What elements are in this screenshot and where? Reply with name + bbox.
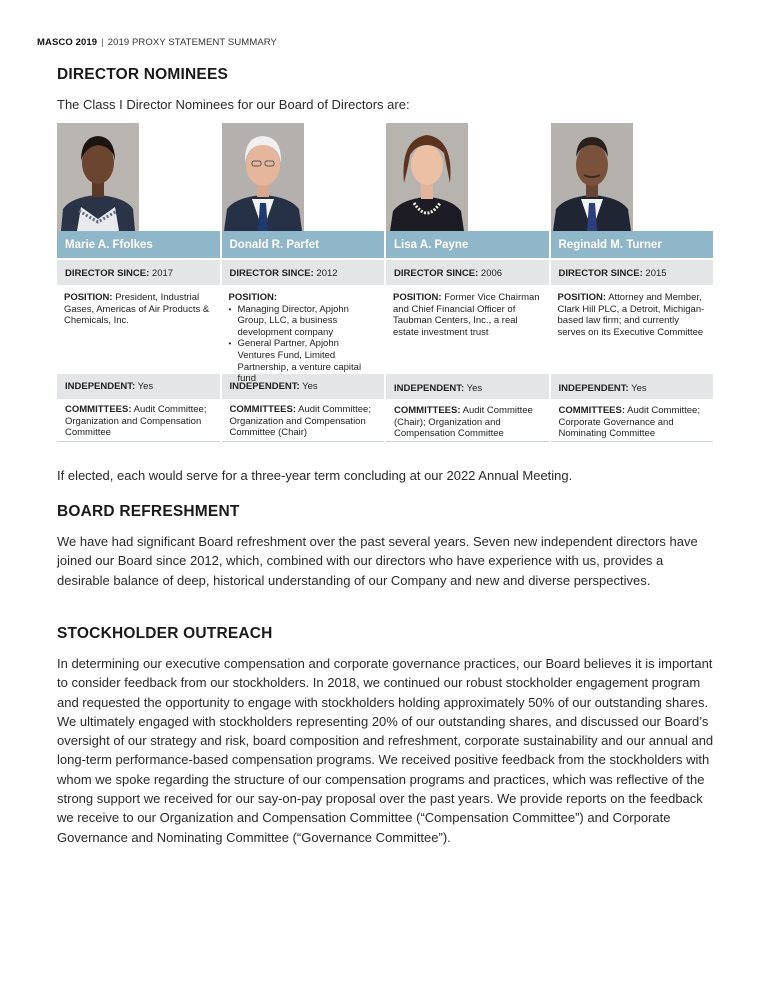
- independent-value: Yes: [137, 381, 154, 392]
- committees-value: Audit Committee (Chair); Organization and Compensation Committee: [394, 405, 533, 440]
- director-nominees-intro: The Class I Director Nominees for our Board of Directors are:: [57, 97, 410, 112]
- since-value: 2017: [151, 268, 174, 279]
- nominee-photo: [551, 123, 633, 231]
- nominee-name: Marie A. Ffolkes: [57, 231, 220, 258]
- committees-value: Audit Committee; Corporate Governance and Nominating Committee: [558, 405, 700, 440]
- position-label: POSITION:: [557, 292, 607, 303]
- nominees-closing-text: If elected, each would serve for a three-year term concluding at our 2022 Annual Meeting.: [57, 468, 573, 483]
- nominee-card: [386, 123, 549, 442]
- director-since: [222, 260, 385, 285]
- since-value: 2006: [480, 268, 503, 279]
- committees-value: Audit Committee; Organization and Compensation Committee (Chair): [229, 404, 371, 439]
- independent-label: INDEPENDENT:: [558, 383, 629, 394]
- nominee-photo: [222, 123, 304, 231]
- independent-label: INDEPENDENT:: [229, 381, 300, 392]
- since-label: DIRECTOR SINCE:: [558, 268, 643, 279]
- position-value: Former Vice Chairman and Chief Financial Officer of Taubman Centers, Inc., a real estate investment trust: [393, 292, 540, 338]
- position-value: President, Industrial Gases, Americas of Air Products & Chemicals, Inc.: [64, 292, 210, 327]
- position-label: POSITION:: [228, 292, 278, 303]
- page-header: [37, 37, 277, 48]
- since-value: 2015: [645, 268, 667, 279]
- committees-label: COMMITTEES:: [229, 404, 296, 415]
- committees: [551, 399, 714, 442]
- header-subtitle: 2019 PROXY STATEMENT SUMMARY: [107, 37, 277, 48]
- committees-label: COMMITTEES:: [558, 405, 625, 416]
- independent-label: INDEPENDENT:: [394, 383, 465, 394]
- board-refreshment-body: We have had significant Board refreshment over the past several years. Seven new independent directors have joined our Board since 2012, which, combined with our directors who have experience with us, provides a desirable balance of deep, historical understanding of our Company and new and diverse perspectives.: [57, 534, 698, 588]
- director-since: [57, 260, 220, 285]
- director-since: [386, 260, 549, 285]
- position-item: • Managing Director, Apjohn Group, LLC, a business development company: [229, 304, 377, 339]
- nominee-grid: [57, 123, 713, 442]
- brand-label: MASCO 2019: [37, 37, 98, 48]
- position-value: Attorney and Member, Clark Hill PLC, a Detroit, Michigan-based law firm; and currently serves on its Executive Committee: [557, 292, 705, 338]
- nominee-name: Lisa A. Payne: [386, 231, 549, 258]
- independent-value: Yes: [631, 383, 647, 394]
- independent-value: Yes: [302, 381, 318, 392]
- nominee-card: [551, 123, 714, 442]
- nominee-photo: [386, 123, 468, 231]
- committees: [57, 399, 220, 442]
- since-label: DIRECTOR SINCE:: [229, 268, 314, 279]
- nominee-card: [222, 123, 385, 442]
- committees-label: COMMITTEES:: [394, 405, 461, 416]
- independent-label: INDEPENDENT:: [65, 381, 136, 392]
- position: [386, 285, 549, 374]
- stockholder-outreach-body: In determining our executive compensation and corporate governance practices, our Board believes it is important to consider feedback from our stockholders. In 2018, we continued our robust stockholder engagement program and requested the opportunity to engage with stockholders holding approximately 50% of our outstanding shares. We ultimately engaged with stockholders representing 20% of our outstanding shares, and discussed our Board’s oversight of our strategy and risk, board composition and refreshment, corporate sustainability and our annual and long-term performance-based compensation programs. We received positive feedback from the stockholders with whom we spoke regarding the structure of our compensation programs and practices, which was reflective of the strong support we received for our say-on-pay proposal over the past years. We provide reports on the feedback we receive to our Organization and Compensation Committee (“Compensation Committee”) and Corporate Governance and Nominating Committee (“Governance Committee”).: [57, 656, 714, 845]
- position: [222, 285, 385, 385]
- since-value: 2012: [316, 268, 338, 279]
- nominee-card: [57, 123, 220, 442]
- committees: [386, 399, 549, 442]
- since-label: DIRECTOR SINCE:: [394, 268, 479, 279]
- position-label: POSITION:: [393, 292, 442, 303]
- header-separator: |: [101, 37, 104, 48]
- director-since: [551, 260, 714, 285]
- independent-value: Yes: [466, 383, 483, 394]
- nominee-name: Reginald M. Turner: [551, 231, 714, 258]
- independent: [386, 374, 549, 399]
- director-nominees-heading: DIRECTOR NOMINEES: [57, 66, 229, 83]
- nominee-name: Donald R. Parfet: [222, 231, 385, 258]
- nominee-photo: [57, 123, 139, 231]
- since-label: DIRECTOR SINCE:: [65, 268, 150, 279]
- position-list: [229, 304, 377, 385]
- independent: [551, 374, 714, 399]
- stockholder-outreach-heading: STOCKHOLDER OUTREACH: [57, 625, 273, 642]
- position: [551, 285, 714, 374]
- position: [57, 285, 220, 374]
- board-refreshment-heading: BOARD REFRESHMENT: [57, 503, 240, 520]
- committees-value: Audit Committee; Organization and Compensation Committee: [65, 404, 207, 439]
- committees-label: COMMITTEES:: [65, 404, 132, 415]
- position-label: POSITION:: [64, 292, 113, 303]
- independent: [57, 374, 220, 399]
- position-item: • General Partner, Apjohn Ventures Fund, Limited Partnership, a venture capital fund: [229, 338, 377, 384]
- committees: [222, 399, 385, 442]
